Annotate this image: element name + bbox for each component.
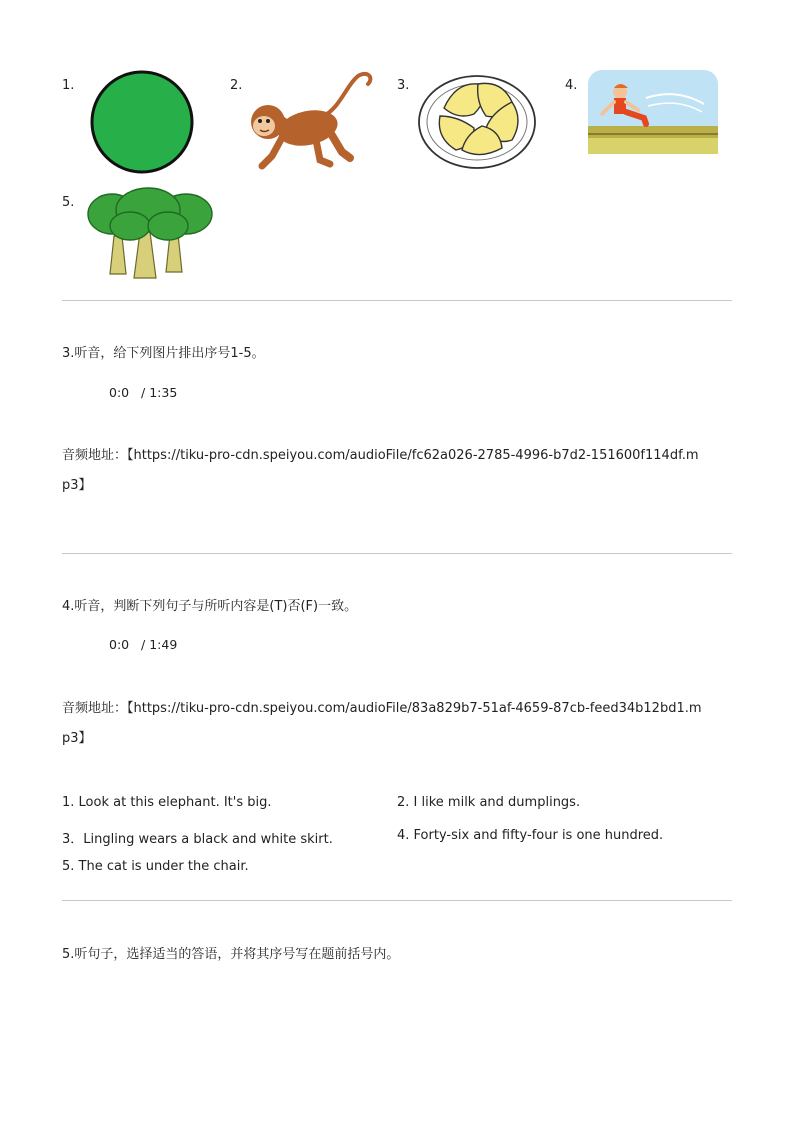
green-circle-icon — [88, 68, 196, 176]
sentence-2: 2. I like milk and dumplings. — [397, 795, 581, 810]
dumplings-plate-icon — [416, 68, 538, 172]
picture-number-3: 3. — [397, 78, 410, 93]
sentence-4: 4. Forty-six and fifty-four is one hundred. — [397, 828, 664, 843]
question-4-audio-timer[interactable]: 0:0 / 1:49 — [109, 637, 178, 652]
divider-3 — [62, 900, 732, 901]
question-5-title: 5.听句子，选择适当的答语，并将其序号写在题前括号内。 — [62, 947, 400, 962]
girl-long-jump-icon — [586, 68, 720, 156]
question-3-audio-timer[interactable]: 0:0 / 1:35 — [109, 385, 178, 400]
divider-1 — [62, 300, 732, 301]
divider-2 — [62, 553, 732, 554]
sentence-1: 1. Look at this elephant. It's big. — [62, 795, 272, 810]
picture-number-2: 2. — [230, 78, 243, 93]
picture-number-5: 5. — [62, 195, 75, 210]
sentence-3: 3．Lingling wears a black and white skirt. — [62, 832, 333, 847]
sentence-5: 5. The cat is under the chair. — [62, 859, 249, 874]
question-3-title: 3.听音，给下列图片排出序号1-5。 — [62, 346, 265, 361]
question-4-audio-address: 音频地址：【https://tiku-pro-cdn.speiyou.com/audioFile/83a829b7-51af-4659-87cb-feed34b12bd1.mp3】 — [62, 701, 702, 746]
trees-icon — [86, 186, 214, 280]
picture-number-4: 4. — [565, 78, 578, 93]
question-3-audio-address: 音频地址：【https://tiku-pro-cdn.speiyou.com/audioFile/fc62a026-2785-4996-b7d2-151600f114df.mp3】 — [62, 448, 699, 493]
picture-number-1: 1. — [62, 78, 75, 93]
monkey-icon — [246, 66, 376, 178]
question-4-title: 4.听音，判断下列句子与所听内容是(T)否(F)一致。 — [62, 599, 358, 614]
